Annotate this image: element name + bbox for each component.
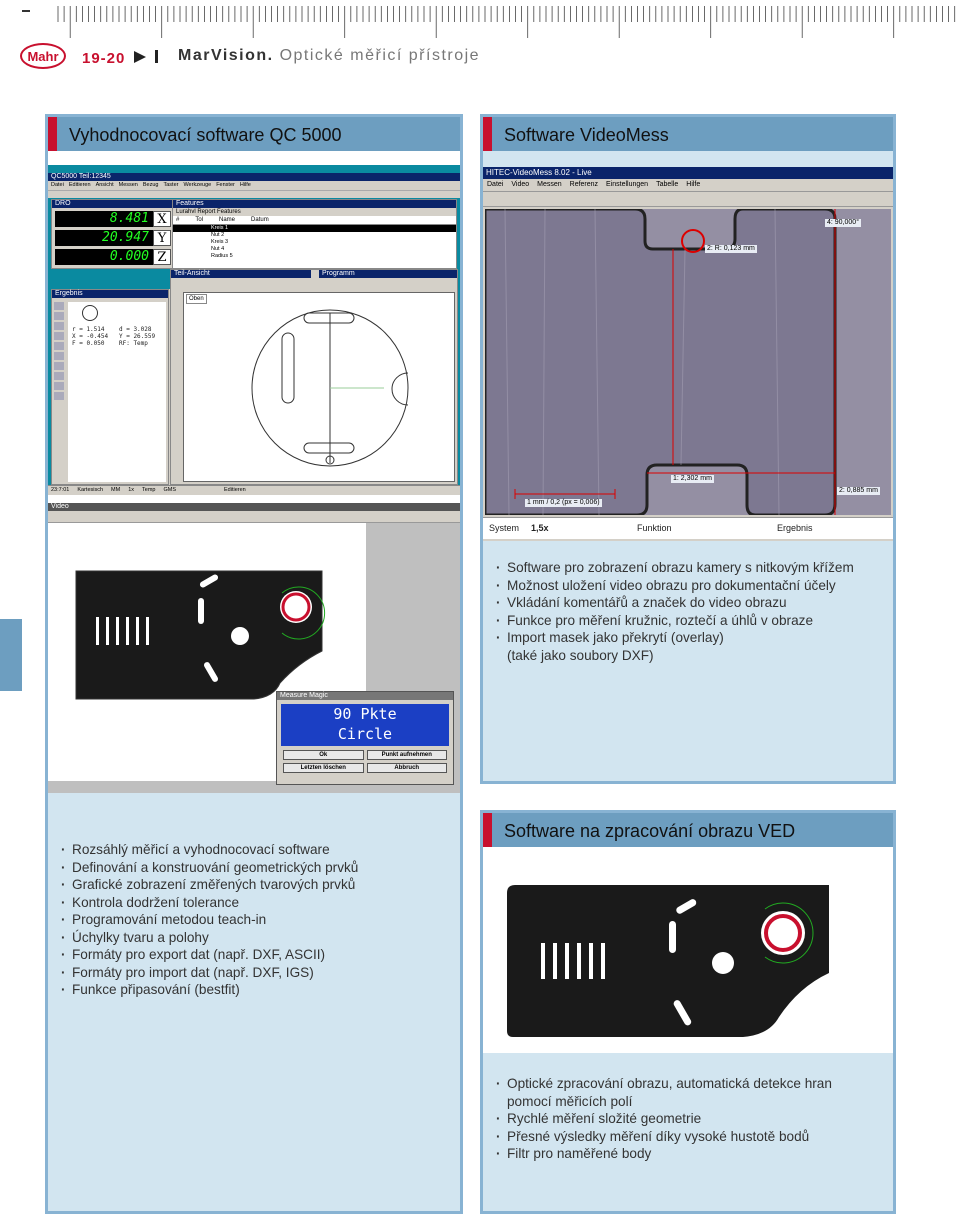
videomess-screenshot	[483, 167, 893, 541]
dro-value: 0.000	[55, 249, 153, 265]
bullet-item: · Grafické zobrazení změřených tvarových prvků	[60, 876, 358, 894]
vm-menu-item[interactable]: Tabelle	[656, 181, 679, 188]
features-title: Features	[173, 200, 456, 208]
teil-ansicht-title: Teil-Ansicht	[171, 270, 311, 278]
result-value: X = -0.454	[72, 333, 109, 340]
dialog-display	[281, 704, 449, 746]
qc-menu-item[interactable]: Werkzeuge	[183, 182, 212, 188]
features-row[interactable]	[173, 253, 456, 260]
ergebnis-title: Ergebnis	[52, 290, 168, 298]
dro-axis: Y	[153, 230, 171, 246]
bullet-item: · Import masek jako překrytí (overlay)	[495, 629, 854, 647]
qc-menu-item[interactable]: Datei	[51, 182, 64, 188]
features-col-header: Name	[219, 217, 236, 223]
dro-title: DRO	[52, 200, 174, 208]
ved-image	[483, 847, 893, 1053]
qc-menubar	[48, 181, 460, 190]
dialog-title: Measure Magic	[277, 692, 453, 700]
qc-status-item: Editieren	[224, 487, 246, 493]
vm-menubar	[483, 179, 893, 191]
videomess-title: Software VideoMess	[483, 117, 893, 151]
punkt-aufnehmen-button[interactable]: Punkt aufnehmen	[367, 750, 448, 760]
vm-menu-item[interactable]: Messen	[537, 181, 562, 188]
video-toolbar	[48, 511, 460, 523]
bullet-item: · Funkce pro měření kružnic, roztečí a úhlů v obraze	[495, 612, 854, 630]
qc-menu-item[interactable]: Editieren	[68, 182, 91, 188]
qc-menu-item[interactable]: Messen	[118, 182, 138, 188]
features-window	[172, 199, 457, 269]
side-tab	[0, 619, 22, 691]
vm-menu-item[interactable]: Referenz	[569, 181, 599, 188]
dro-rows	[52, 211, 174, 265]
ergebnis-content	[68, 302, 166, 482]
vm-statusbar	[483, 517, 893, 539]
qc-status-item: MM	[111, 487, 121, 493]
bullet-item: · Software pro zobrazení obrazu kamery s nitkovým křížem	[495, 559, 854, 577]
letzten-loeschen-button[interactable]: Letzten löschen	[283, 763, 364, 773]
brand-line: MarVision. Optické měřicí přístroje	[178, 47, 481, 64]
qc-menu-item[interactable]: Taster	[163, 182, 179, 188]
qc-menu-item[interactable]: Fenster	[216, 182, 235, 188]
result-value: r = 1.514	[72, 326, 105, 333]
abbruch-button[interactable]: Abbruch	[367, 763, 448, 773]
mahr-logo: Mahr	[20, 43, 66, 69]
qc5000-screenshot	[48, 151, 460, 793]
bullet-item: · Možnost uložení video obrazu pro dokumentační účely	[495, 577, 854, 595]
vm-menu-item[interactable]: Hilfe	[686, 181, 701, 188]
vm-measure-overlay	[485, 209, 891, 515]
qc-status-item: 1x	[128, 487, 135, 493]
bullet-item: (také jako soubory DXF)	[507, 647, 654, 663]
vm-label-length: 1: 2,302 mm	[673, 475, 712, 482]
ved-panel	[480, 810, 896, 1214]
features-name: Radius 5	[211, 253, 233, 259]
bullet-item: · Filtr pro naměřené body	[495, 1145, 832, 1163]
features-tabs[interactable]: Lurahvl Report Features	[173, 208, 456, 216]
qc-statusbar	[48, 485, 460, 495]
ergebnis-window	[51, 289, 169, 485]
features-name: Nut 2	[211, 232, 225, 238]
vm-menu-item[interactable]: Video	[511, 181, 530, 188]
features-name: Nut 4	[211, 246, 225, 252]
bullet-item: pomocí měřicích polí	[507, 1093, 633, 1109]
features-col-header: #	[176, 217, 180, 223]
vm-label-angle: 4: 90,000°	[827, 219, 859, 226]
ergebnis-tools	[54, 302, 64, 482]
features-columns	[173, 216, 456, 225]
vm-menu-item[interactable]: Datei	[487, 181, 504, 188]
qc5000-panel	[45, 114, 463, 1214]
qc-menu-item[interactable]: Ansicht	[95, 182, 114, 188]
bullet-item: · Kontrola dodržení tolerance	[60, 894, 358, 912]
features-row[interactable]	[173, 232, 456, 239]
vm-menu-item[interactable]: Einstellungen	[606, 181, 649, 188]
circle-result-icon	[82, 305, 98, 321]
dro-row	[55, 249, 171, 265]
top-ruler	[44, 4, 960, 38]
qc-status-item: 23:7:01	[51, 487, 70, 493]
vm-window-title: HITEC-VideoMess 8.02 - Live	[483, 167, 893, 179]
features-row[interactable]	[173, 225, 456, 232]
bullet-item: · Definování a konstruování geometrických prvků	[60, 859, 358, 877]
features-row[interactable]	[173, 239, 456, 246]
result-values	[72, 326, 166, 347]
features-col-header: Tol	[195, 217, 204, 223]
video-title: Video	[48, 503, 460, 511]
features-col-header: Datum	[251, 217, 269, 223]
qc-menu-item[interactable]: Hilfe	[239, 182, 251, 188]
qc-menu-item[interactable]: Bezug	[142, 182, 159, 188]
dro-window	[51, 199, 175, 269]
qc-toolbar	[48, 190, 460, 198]
qc-window-title: QC5000 Teil:12345	[48, 173, 460, 181]
features-name: Kreis 3	[211, 239, 229, 245]
result-value: d = 3.028	[119, 326, 152, 333]
vm-status-zoom: 1,5x	[531, 523, 549, 533]
dro-value: 8.481	[55, 211, 153, 227]
bullet-item: · Rychlé měření složité geometrie	[495, 1110, 832, 1128]
bullet-item: · Přesné výsledky měření díky vysoké hustotě bodů	[495, 1128, 832, 1146]
features-row[interactable]	[173, 246, 456, 253]
ved-bullets	[495, 1075, 832, 1163]
bullet-item: · Formáty pro import dat (např. DXF, IGS)	[60, 964, 358, 982]
view-label[interactable]: Oben	[186, 294, 207, 304]
qc-status-item: Kartesisch	[77, 487, 104, 493]
page-number: 19-20	[82, 50, 126, 67]
bullet-item: · Úchylky tvaru a polohy	[60, 929, 358, 947]
dialog-line1: 90 Pkte	[333, 705, 397, 723]
teil-ansicht-window	[170, 269, 458, 485]
qc-status-item: GMS	[163, 487, 177, 493]
result-value: Y = 26.559	[119, 333, 156, 340]
part-drawing	[184, 293, 456, 483]
features-name: Kreis 1	[211, 225, 229, 231]
features-rows	[173, 225, 456, 260]
part-view	[183, 292, 455, 482]
videomess-panel	[480, 114, 896, 784]
qc5000-title: Vyhodnocovací software QC 5000	[48, 117, 460, 151]
program-title: Programm	[319, 270, 457, 278]
dro-row	[55, 230, 171, 246]
bullet-item: · Rozsáhlý měřicí a vyhodnocovací software	[60, 841, 358, 859]
videomess-bullets	[495, 559, 854, 664]
bullet-item: · Optické zpracování obrazu, automatická detekce hran	[495, 1075, 832, 1093]
bullet-item: · Funkce připasování (bestfit)	[60, 981, 358, 999]
dro-axis: Z	[153, 249, 171, 265]
bullet-item: · Formáty pro export dat (např. DXF, ASCII)	[60, 946, 358, 964]
vm-live-image	[485, 209, 891, 515]
video-window	[48, 503, 460, 793]
divider-bar	[155, 50, 158, 63]
vm-status-system: System	[489, 523, 520, 533]
vm-label-right: 2: 0,885 mm	[839, 487, 878, 494]
ved-title: Software na zpracování obrazu VED	[483, 813, 893, 847]
play-icon	[134, 51, 146, 63]
dro-row	[55, 211, 171, 227]
result-value: RF: Temp	[119, 340, 148, 347]
ved-part-image	[483, 847, 893, 1053]
dro-value: 20.947	[55, 230, 153, 246]
ruler-dash	[22, 10, 30, 12]
bullet-item: · Vkládání komentářů a značek do video obrazu	[495, 594, 854, 612]
vm-status-ergebnis: Ergebnis	[777, 523, 813, 533]
ok-button[interactable]: Ok	[283, 750, 364, 760]
vm-label-radius: 2: R: 0,123 mm	[707, 245, 755, 252]
vm-toolbar	[483, 191, 893, 207]
dialog-line2: Circle	[337, 725, 393, 743]
bullet-item: · Programování metodou teach-in	[60, 911, 358, 929]
result-value: F = 0.050	[72, 340, 105, 347]
dro-axis: X	[153, 211, 171, 227]
vm-label-scale: 1 mm / 0,2 (px = 0,006)	[527, 499, 600, 506]
measure-magic-dialog	[276, 691, 454, 785]
qc-status-item: Temp	[142, 487, 156, 493]
vm-status-funktion: Funktion	[637, 523, 672, 533]
qc5000-bullets	[60, 841, 358, 999]
